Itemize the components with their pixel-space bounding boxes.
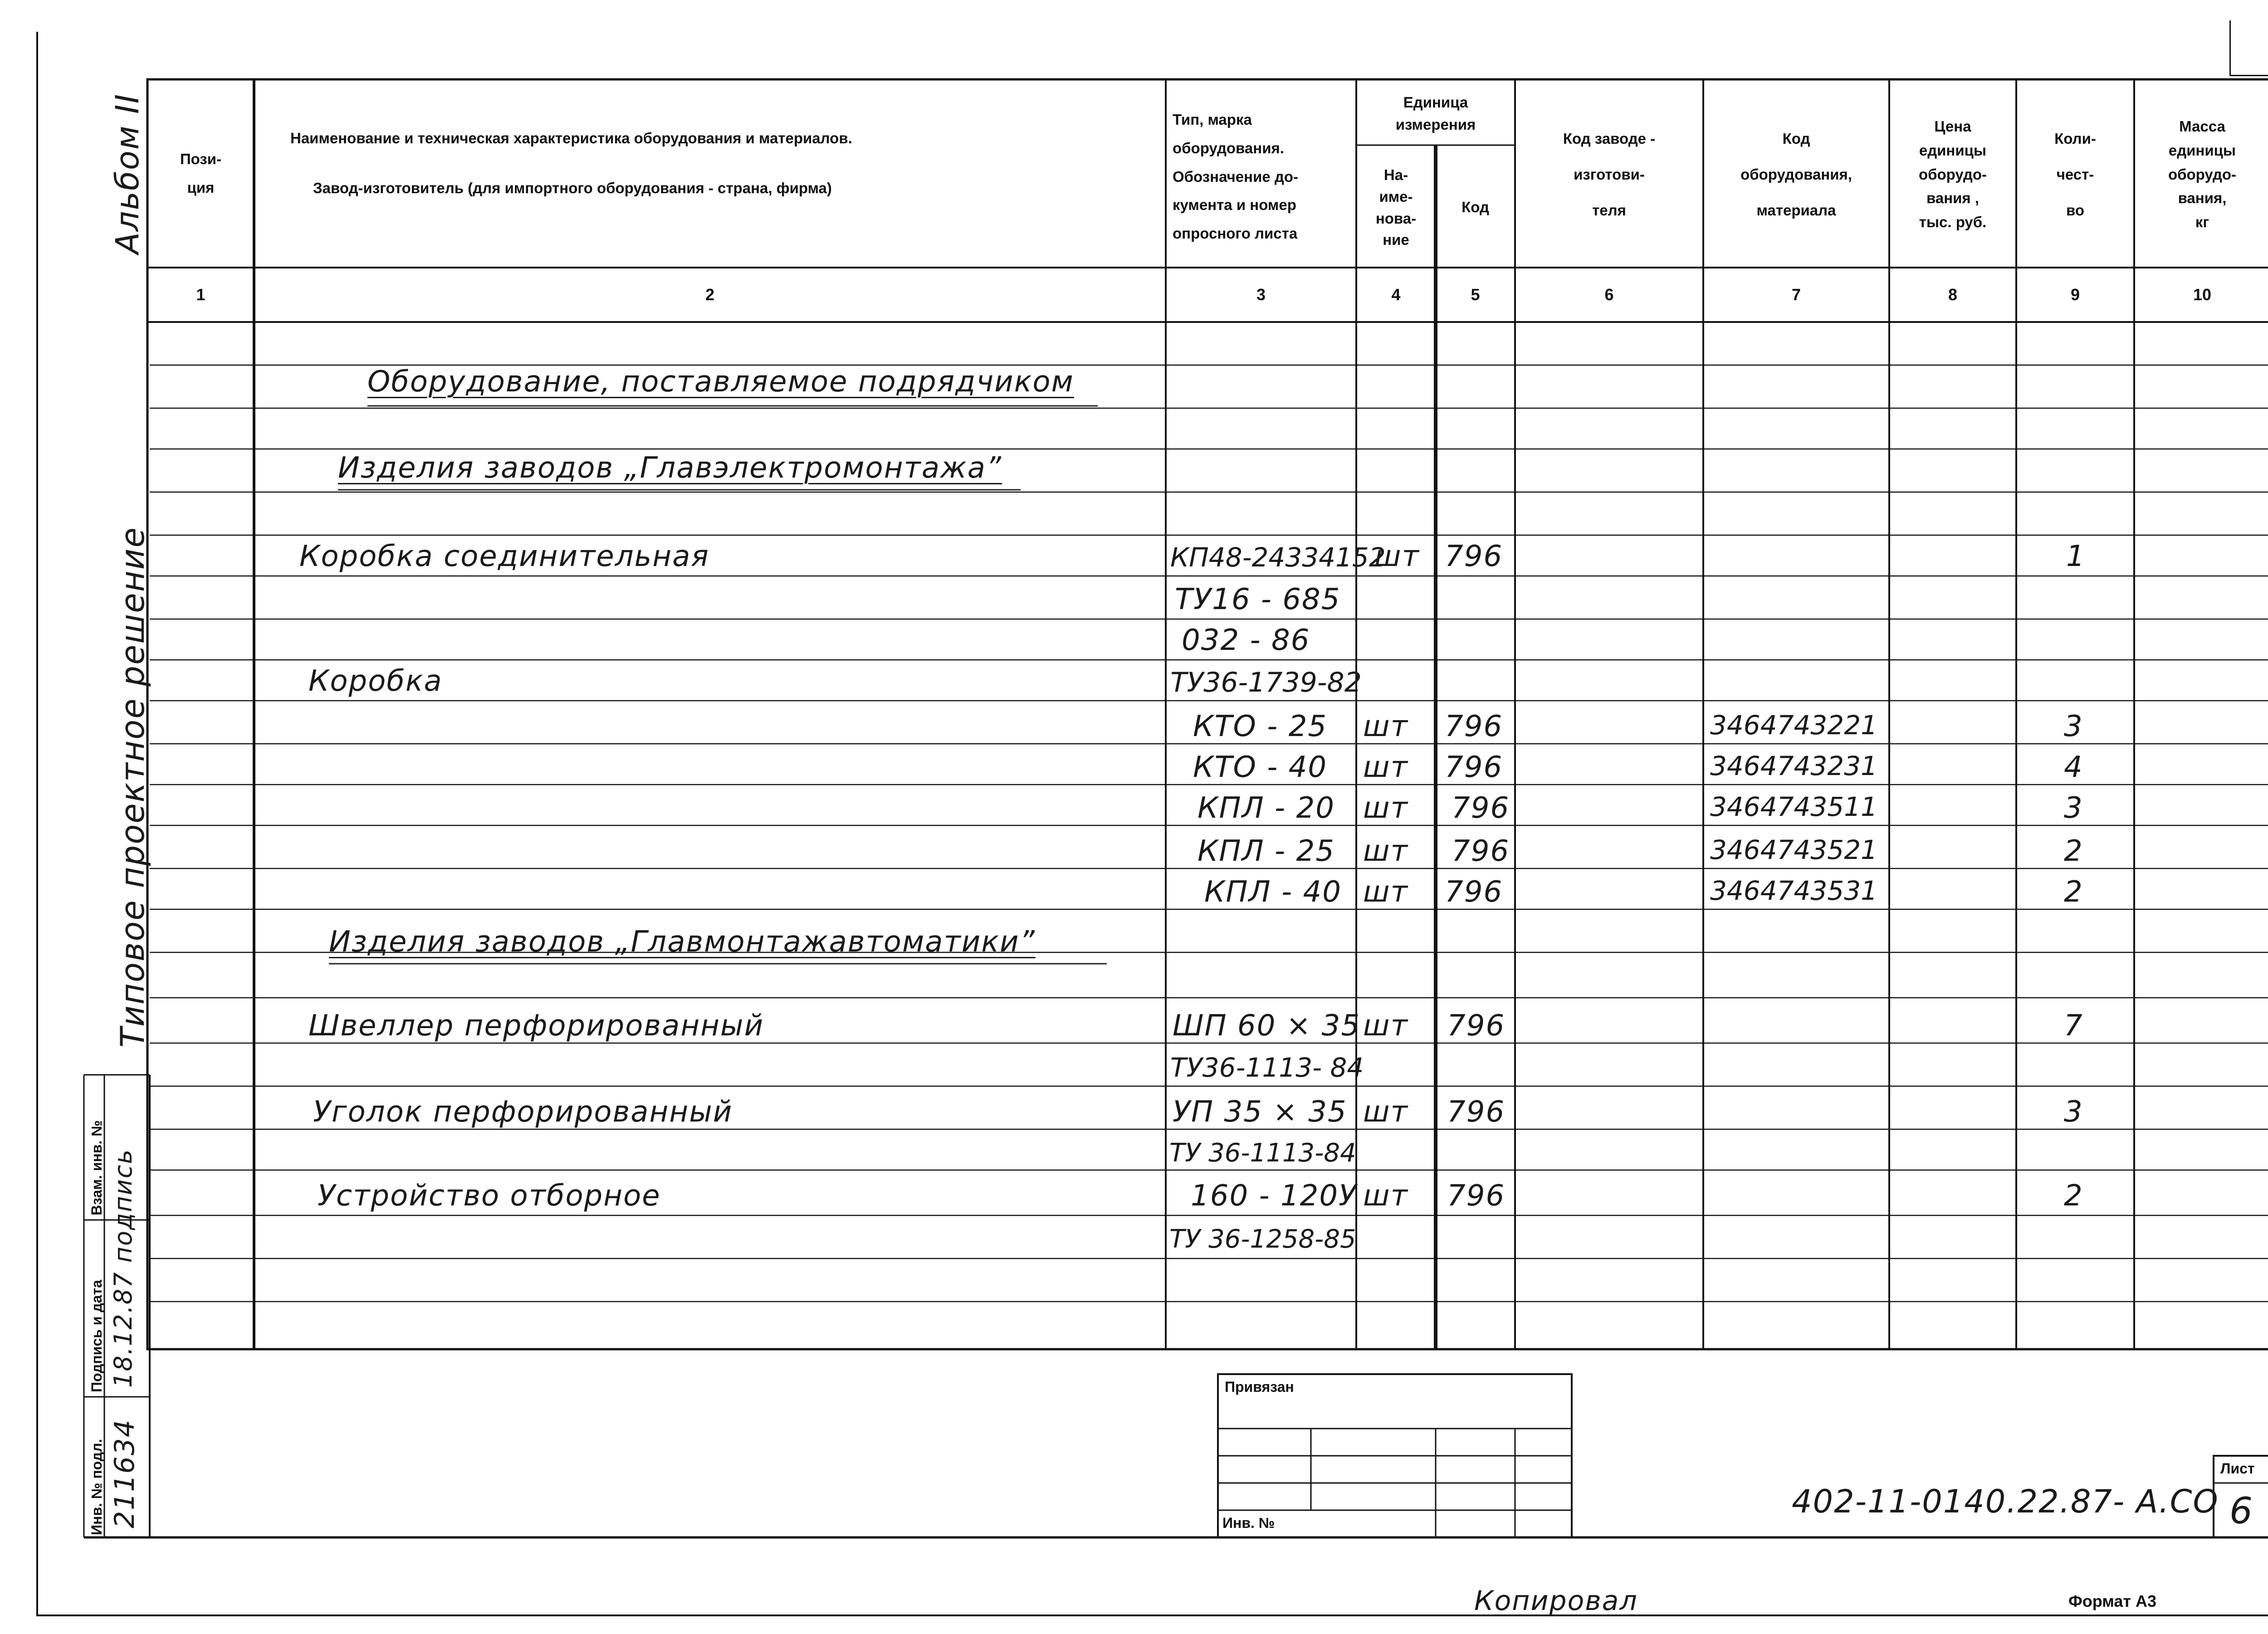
item-type: КП48-24334152 bbox=[1170, 542, 1386, 573]
item-type: 160 - 120У bbox=[1191, 1179, 1358, 1213]
item-unit-code: 796 bbox=[1452, 834, 1510, 868]
item-type: УП 35 × 35 bbox=[1173, 1095, 1347, 1129]
item-qty: 2 bbox=[2064, 834, 2083, 868]
item-type: КПЛ - 40 bbox=[1204, 875, 1342, 909]
item-type: ТУ16 - 685 bbox=[1175, 583, 1341, 616]
item-unit-code: 796 bbox=[1447, 1179, 1505, 1213]
item-unit: шт bbox=[1374, 540, 1420, 573]
col-number: 5 bbox=[1471, 285, 1480, 304]
item-unit: шт bbox=[1363, 791, 1408, 825]
sheet-number: 6 bbox=[2229, 1490, 2253, 1532]
col-number: 6 bbox=[1604, 285, 1614, 304]
header-maker-code: Код заводе - изготови- теля bbox=[1563, 130, 1656, 219]
item-unit-code: 796 bbox=[1445, 751, 1503, 784]
document-code: 402-11-0140.22.87- А.СО bbox=[1792, 1483, 2219, 1520]
col-number: 4 bbox=[1391, 285, 1401, 304]
header-unit-group: Единица измерения bbox=[1395, 93, 1476, 133]
item-name: Устройство отборное bbox=[318, 1179, 661, 1213]
item-unit: шт bbox=[1363, 710, 1408, 743]
item-name: Швеллер перфорированный bbox=[308, 1009, 764, 1043]
header-equipment-code: Код оборудования, материала bbox=[1740, 130, 1852, 219]
item-name: Уголок перфорированный bbox=[313, 1095, 733, 1129]
header-name-line2: Завод-изготовитель (для импортного оборудования - страна, фирма) bbox=[313, 179, 832, 196]
section-heading: Оборудование, поставляемое подрядчиком bbox=[367, 365, 1074, 399]
header-name-line1: Наименование и техническая характеристика оборудования и материалов. bbox=[290, 129, 852, 146]
header-type: Тип, марка оборудования. Обозначение до- кумента и номер опросного листа bbox=[1173, 111, 1298, 242]
col-number: 10 bbox=[2193, 285, 2212, 304]
format-label: Формат А3 bbox=[2068, 1592, 2157, 1610]
subsection-heading: Изделия заводов „Главмонтажавтоматики” bbox=[329, 925, 1036, 959]
stamp-value-original-inv: 211634 bbox=[109, 1419, 141, 1528]
item-unit: шт bbox=[1363, 1095, 1408, 1129]
header-quantity: Коли- чест- во bbox=[2054, 130, 2096, 219]
item-qty: 2 bbox=[2064, 1179, 2083, 1213]
item-qty: 3 bbox=[2064, 710, 2083, 743]
item-unit-code: 796 bbox=[1445, 875, 1503, 909]
item-unit-code: 796 bbox=[1452, 791, 1510, 825]
col-number: 1 bbox=[196, 285, 205, 304]
item-unit: шт bbox=[1363, 1009, 1408, 1043]
header-mass: Масса единицы оборудо- вания, кг bbox=[2168, 118, 2237, 231]
item-type: ШП 60 × 35 bbox=[1173, 1009, 1361, 1043]
col-number: 9 bbox=[2070, 285, 2080, 304]
item-unit-code: 796 bbox=[1447, 1095, 1505, 1129]
item-qty: 3 bbox=[2064, 1095, 2083, 1129]
item-name: Коробка соединительная bbox=[299, 540, 709, 573]
item-equipment-code: 3464743521 bbox=[1710, 834, 1878, 865]
item-unit-code: 796 bbox=[1445, 710, 1503, 743]
item-qty: 7 bbox=[2064, 1009, 2083, 1043]
inv-label: Инв. № bbox=[1222, 1515, 1275, 1531]
stamp-label-replacement: Взам. инв. № bbox=[88, 1120, 105, 1215]
item-type: КПЛ - 25 bbox=[1198, 834, 1335, 868]
item-equipment-code: 3464743231 bbox=[1710, 751, 1878, 781]
item-qty: 2 bbox=[2064, 875, 2083, 909]
item-unit-code: 796 bbox=[1447, 1009, 1505, 1043]
header-position: Пози- ция bbox=[180, 150, 222, 196]
item-type: КТО - 40 bbox=[1193, 751, 1328, 784]
item-qty: 3 bbox=[2064, 791, 2083, 825]
header-unit-name: На- име- нова- ние bbox=[1375, 166, 1417, 249]
item-type: ТУ36-1739-82 bbox=[1170, 667, 1362, 698]
item-unit: шт bbox=[1363, 1179, 1408, 1213]
col-number: 8 bbox=[1948, 285, 1958, 304]
item-unit: шт bbox=[1363, 751, 1408, 784]
sheet-label: Лист bbox=[2220, 1460, 2255, 1477]
item-type: ТУ 36-1113-84 bbox=[1169, 1138, 1356, 1168]
stamp-value-signature: 18.12.87 подпись bbox=[109, 1148, 137, 1388]
item-equipment-code: 3464743511 bbox=[1710, 791, 1878, 822]
item-name: Коробка bbox=[308, 664, 443, 698]
item-type: КТО - 25 bbox=[1193, 710, 1328, 743]
item-equipment-code: 3464743531 bbox=[1710, 875, 1878, 906]
item-unit: шт bbox=[1363, 875, 1408, 909]
col-number: 2 bbox=[705, 285, 715, 304]
bound-label: Привязан bbox=[1225, 1379, 1294, 1395]
copied-label: Копировал bbox=[1474, 1585, 1638, 1617]
item-qty: 1 bbox=[2066, 540, 2086, 573]
item-equipment-code: 3464743221 bbox=[1710, 710, 1878, 741]
album-label: Альбом II bbox=[109, 93, 146, 254]
col-number: 3 bbox=[1256, 285, 1266, 304]
item-type: КПЛ - 20 bbox=[1198, 791, 1335, 825]
item-type: 032 - 86 bbox=[1182, 624, 1310, 657]
item-type: ТУ 36-1258-85 bbox=[1169, 1224, 1356, 1254]
item-type: ТУ36-1113- 84 bbox=[1170, 1052, 1364, 1083]
stamp-label-original-inv: Инв. № подл. bbox=[88, 1439, 105, 1535]
subsection-heading: Изделия заводов „Главэлектромонтажа” bbox=[338, 451, 1002, 485]
header-price: Цена единицы оборудо- вания , тыс. руб. bbox=[1918, 118, 1987, 231]
item-unit-code: 796 bbox=[1445, 540, 1503, 573]
stamp-label-signature: Подпись и дата bbox=[88, 1280, 105, 1392]
col-number: 7 bbox=[1791, 285, 1801, 304]
header-unit-code: Код bbox=[1461, 199, 1489, 216]
item-unit: шт bbox=[1363, 834, 1408, 868]
project-type-label: Типовое проектное решение bbox=[113, 527, 152, 1048]
item-qty: 4 bbox=[2064, 751, 2083, 784]
